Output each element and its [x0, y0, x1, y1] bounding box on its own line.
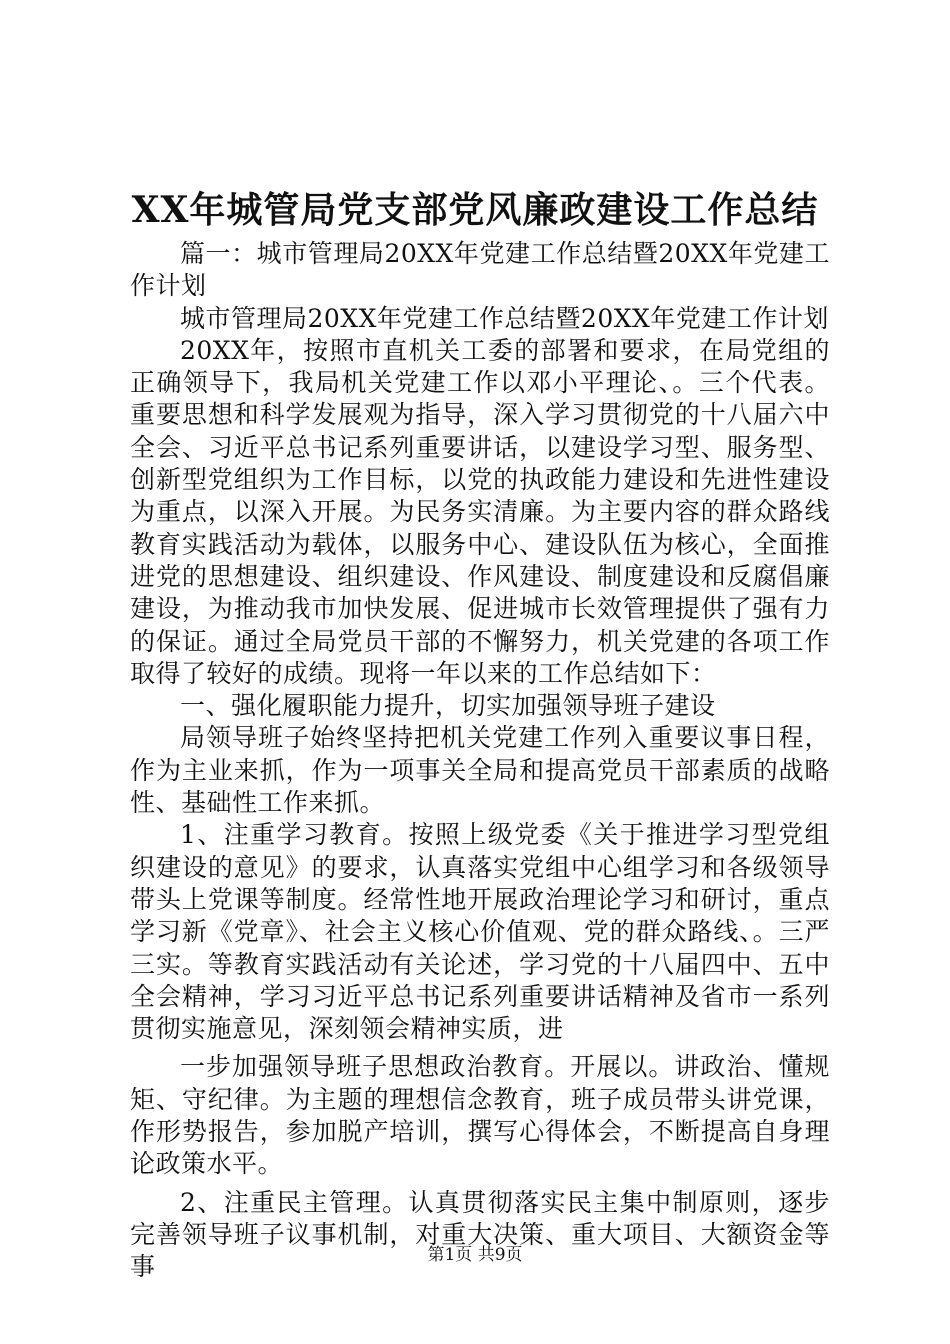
- paragraph-democratic-management: 2、注重民主管理。认真贯彻落实民主集中制原则，逐步完善领导班子议事机制，对重大决策、重大项目、大额资金等事: [130, 1187, 830, 1282]
- paragraph-section-heading: 篇一：城市管理局20XX年党建工作总结暨20XX年党建工作计划: [130, 239, 830, 301]
- document-body: [130, 238, 830, 1284]
- paragraph-study-education: 1、注重学习教育。按照上级党委《关于推进学习型党组织建设的意见》的要求，认真落实党组中心组学习和各级领导带头上党课等制度。经常性地开展政治理论学习和研讨，重点学习新《党章》、社会主义核心价值观、党的群众路线、。三严三实。等教育实践活动有关论述，学习党的十八届四中、五中全会精神，学习习近平总书记系列重要讲话精神及省市一系列贯彻实施意见，深刻领会精神实质，进: [130, 820, 830, 1044]
- paragraph-leadership: 局领导班子始终坚持把机关党建工作列入重要议事日程，作为主业来抓，作为一项事关全局和提高党员干部素质的战略性、基础性工作来抓。: [130, 723, 830, 818]
- paragraph-overview: 20XX年，按照市直机关工委的部署和要求，在局党组的正确领导下，我局机关党建工作以邓小平理论、。三个代表。重要思想和科学发展观为指导，深入学习贯彻党的十八届六中全会、习近平总书记系列重要讲话，以建设学习型、服务型、创新型党组织为工作目标，以党的执政能力建设和先进性建设为重点，以深入开展。为民务实清廉。为主要内容的群众路线教育实践活动为载体，以服务中心、建设队伍为核心，全面推进党的思想建设、组织建设、作风建设、制度建设和反腐倡廉建设，为推动我市加快发展、促进城市长效管理提供了强有力的保证。通过全局党员干部的不懈努力，机关党建的各项工作取得了较好的成绩。现将一年以来的工作总结如下：: [130, 335, 830, 688]
- paragraph-political-education: 一步加强领导班子思想政治教育。开展以。讲政治、懂规矩、守纪律。为主题的理想信念教育，班子成员带头讲党课，作形势报告，参加脱产培训，撰写心得体会，不断提高自身理论政策水平。: [130, 1052, 830, 1179]
- paragraph-subtitle: 城市管理局20XX年党建工作总结暨20XX年党建工作计划: [180, 303, 829, 333]
- page-footer: 第1页 共9页: [427, 1245, 523, 1265]
- document-title: XX年城管局党支部党风廉政建设工作总结: [131, 189, 819, 231]
- paragraph-heading-one: 一、强化履职能力提升，切实加强领导班子建设: [180, 691, 716, 721]
